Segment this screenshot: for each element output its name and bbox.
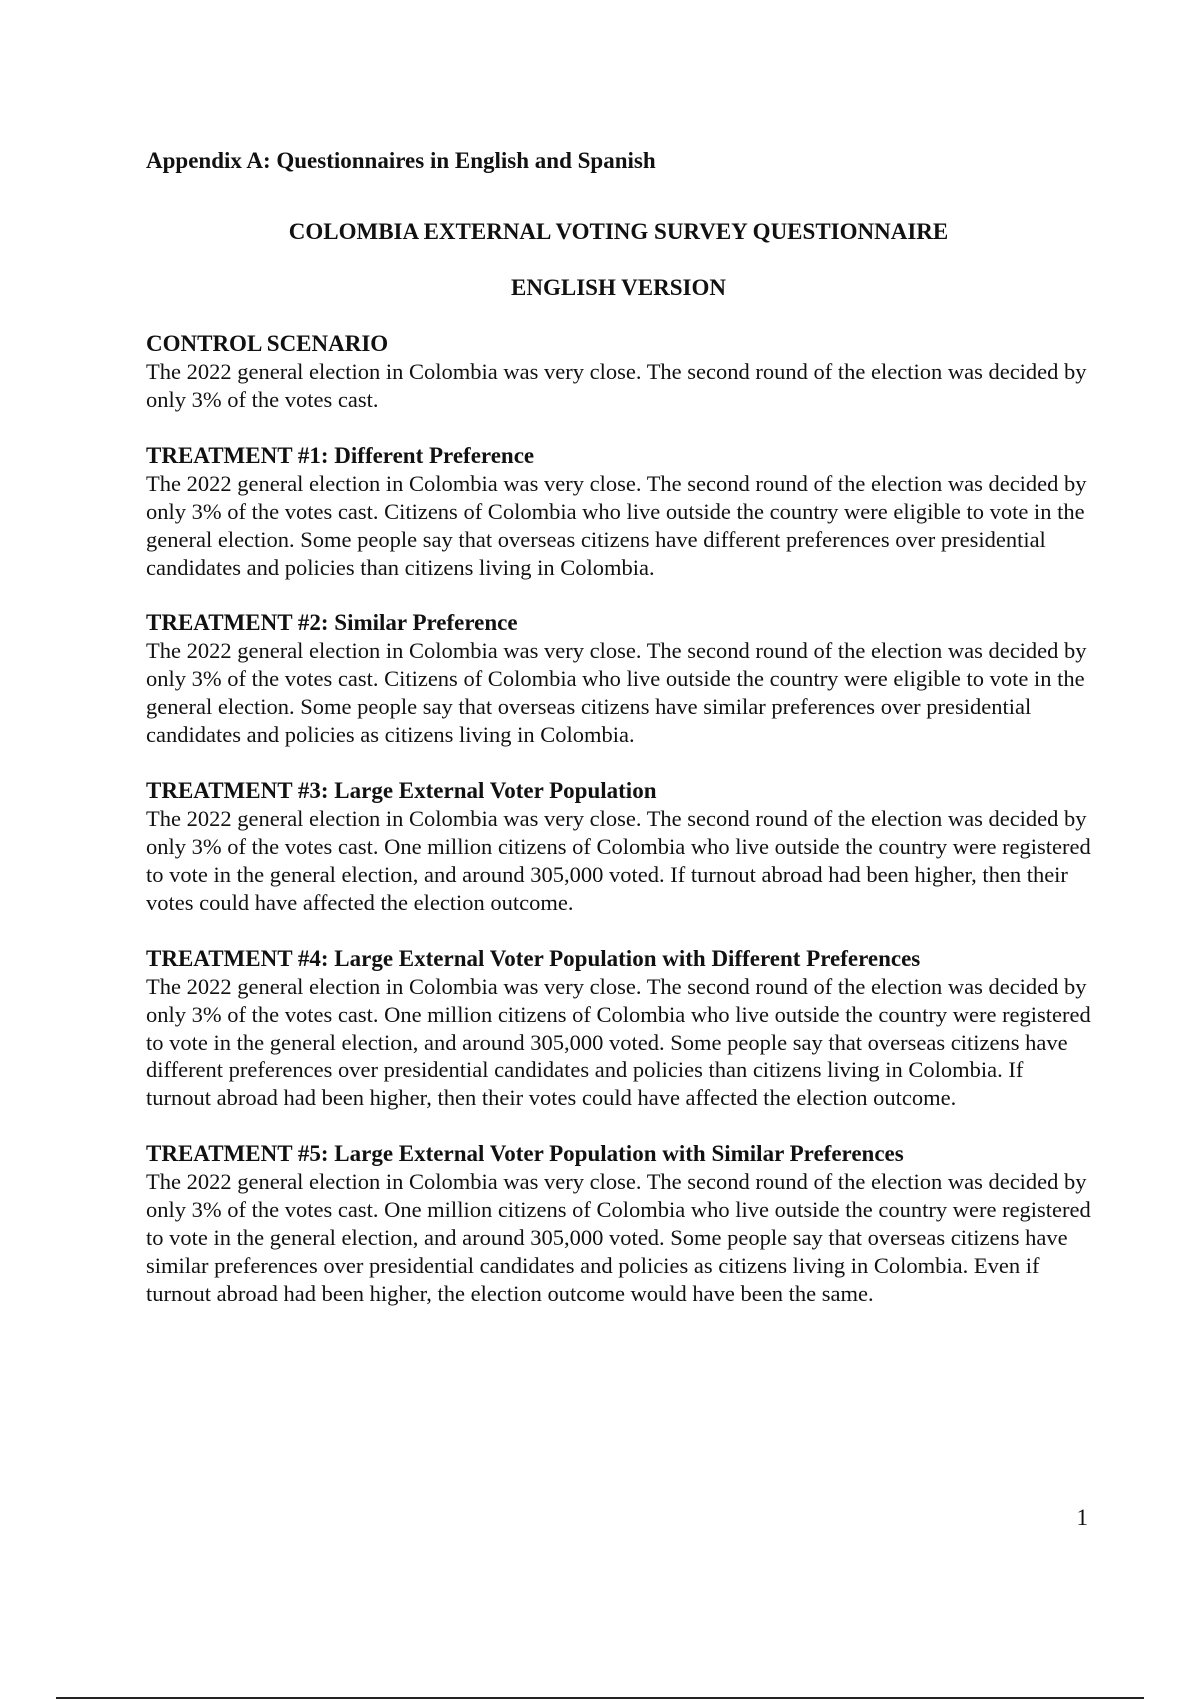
section-heading: TREATMENT #4: Large External Voter Population with Different Preferences bbox=[146, 945, 921, 971]
section-treatment-1 bbox=[146, 442, 1091, 582]
section-treatment-3 bbox=[146, 777, 1091, 917]
section-treatment-2 bbox=[146, 609, 1091, 749]
section-treatment-4 bbox=[146, 945, 1091, 1113]
section-treatment-5 bbox=[146, 1140, 1091, 1308]
section-body: The 2022 general election in Colombia was very close. The second round of the election was decided by only 3% of the votes cast. One million citizens of Colombia who live outside the country were registered to vote in the general election, and around 305,000 voted. Some people say that overseas citizens have similar preferences over presidential candidates and policies as citizens living in Colombia. Even if turnout abroad had been higher, the election outcome would have been the same. bbox=[146, 1169, 1091, 1306]
appendix-title: Appendix A: Questionnaires in English and Spanish bbox=[146, 148, 656, 173]
page-number: 1 bbox=[1076, 1505, 1088, 1530]
section-control-scenario bbox=[146, 330, 1091, 414]
section-body: The 2022 general election in Colombia was very close. The second round of the election was decided by only 3% of the votes cast. Citizens of Colombia who live outside the country were eligible to vote in the general election. Some people say that overseas citizens have different preferences over presidential candidates and policies than citizens living in Colombia. bbox=[146, 470, 1087, 580]
section-heading: TREATMENT #3: Large External Voter Population bbox=[146, 778, 657, 804]
section-heading: CONTROL SCENARIO bbox=[146, 331, 389, 356]
survey-title: COLOMBIA EXTERNAL VOTING SURVEY QUESTIONNAIRE bbox=[288, 219, 949, 244]
section-body: The 2022 general election in Colombia was very close. The second round of the election was decided by only 3% of the votes cast. bbox=[146, 359, 1087, 412]
section-body: The 2022 general election in Colombia was very close. The second round of the election was decided by only 3% of the votes cast. Citizens of Colombia who live outside the country were eligible to vote in the general election. Some people say that overseas citizens have similar preferences over presidential candidates and policies as citizens living in Colombia. bbox=[146, 638, 1087, 748]
section-heading: TREATMENT #5: Large External Voter Population with Similar Preferences bbox=[146, 1141, 904, 1167]
section-body: The 2022 general election in Colombia was very close. The second round of the election was decided by only 3% of the votes cast. One million citizens of Colombia who live outside the country were registered to vote in the general election, and around 305,000 voted. Some people say that overseas citizens have different preferences over presidential candidates and policies than citizens living in Colombia. If turnout abroad had been higher, then their votes could have affected the election outcome. bbox=[146, 973, 1091, 1111]
section-heading: TREATMENT #1: Different Preference bbox=[146, 442, 535, 468]
section-heading: TREATMENT #2: Similar Preference bbox=[146, 610, 518, 636]
version-title: ENGLISH VERSION bbox=[511, 275, 726, 300]
questionnaire-sections bbox=[146, 330, 1091, 1336]
section-body: The 2022 general election in Colombia was very close. The second round of the election was decided by only 3% of the votes cast. One million citizens of Colombia who live outside the country were registered to vote in the general election, and around 305,000 voted. If turnout abroad had been higher, then their votes could have affected the election outcome. bbox=[146, 806, 1091, 915]
footer-divider bbox=[56, 1697, 1144, 1699]
